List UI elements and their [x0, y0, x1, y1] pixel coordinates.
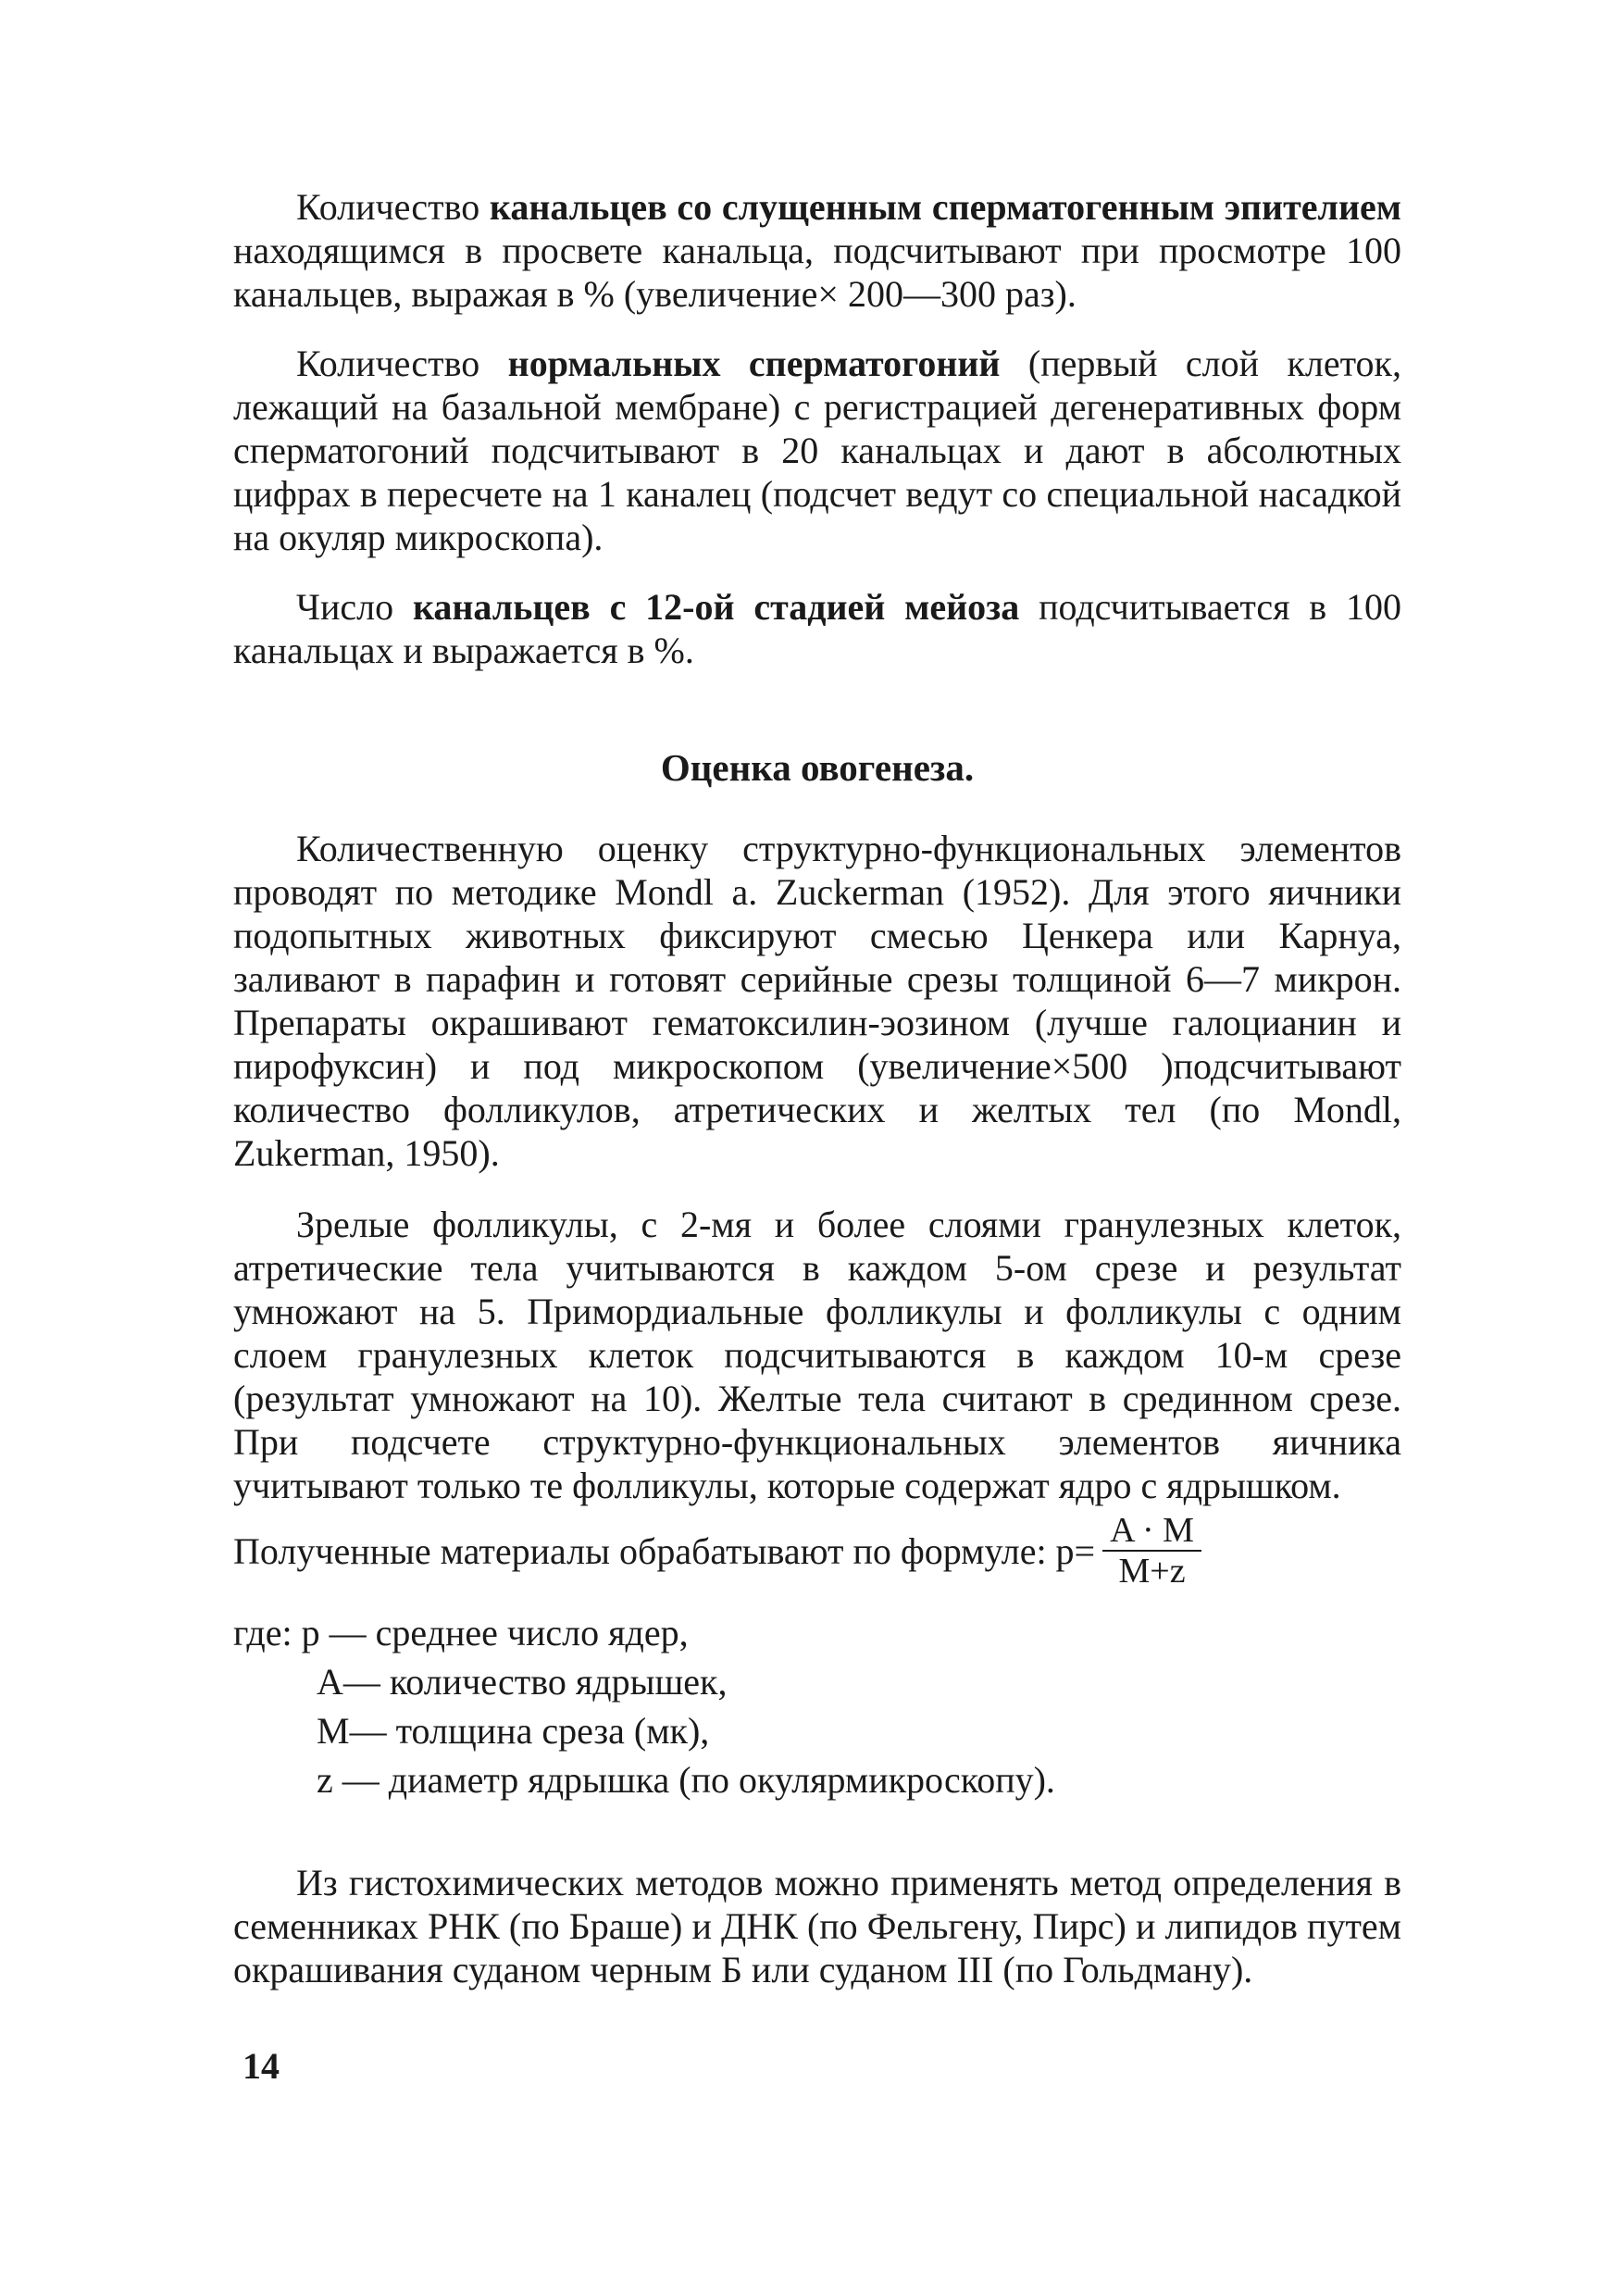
paragraph-meiosis-stage	[233, 585, 1401, 672]
p2-term: нормальных сперматогоний	[507, 343, 1001, 384]
p1-rest: находящимся в просвете канальца, подсчитывают при просмотре 100 канальцев, выражая в % (увеличение× 200—300 раз).	[233, 230, 1401, 315]
p1-term: канальцев со слущенным сперматогенным эпителием	[489, 186, 1401, 228]
formula-numerator: A · M	[1102, 1513, 1201, 1552]
text-column	[233, 185, 1401, 1991]
legend-item: М— толщина среза (мк),	[317, 1710, 710, 1752]
section-heading: Оценка овогенеза.	[660, 746, 975, 789]
formula-fraction	[1102, 1513, 1201, 1589]
paragraph-quantitative-assessment: Количественную оценку структурно-функциональных элементов проводят по методике Mondl a. Zuckerman (1952). Для этого яичники подопытных животных фиксируют смесью Ценкера или Карнуа, заливают в парафин и готовят серийные срезы толщиной 6—7 микрон. Препараты окрашивают гематоксилин-эозином (лучше галоцианин и пирофуксин) и под микроскопом (увеличение×500 )подсчитывают количество фолликулов, атретических и желтых тел (по Mondl, Zukerman, 1950).	[233, 828, 1401, 1174]
p1-lead: Количество	[296, 186, 490, 228]
paragraph-spermatogonia	[233, 342, 1401, 559]
p3-rest: подсчитывается в 100 канальцах и выражается в %.	[233, 586, 1401, 671]
p2-rest: (первый слой клеток, лежащий на базальной мембране) с регистрацией дегенеративных форм сперматогоний подсчитывают в 20 канальцах и дают в абсолютных цифрах в пересчете на 1 каналец (подсчет ведут со специальной насадкой на окуляр микроскопа).	[233, 343, 1401, 558]
legend-item: z — диаметр ядрышка (по окулярмикроскопу).	[317, 1759, 1055, 1801]
formula-line	[233, 1513, 1401, 1589]
paragraph-desquamated-tubules	[233, 185, 1401, 316]
formula-legend	[233, 1611, 1401, 1802]
paragraph-follicle-counting: Зрелые фолликулы, с 2-мя и более слоями гранулезных клеток, атретические тела учитываются в каждом 5-ом срезе и результат умножают на 5. Примордиальные фолликулы и фолликулы с одним слоем гранулезных клеток подсчитываются в каждом 10-м срезе (результат умножают на 10). Желтые тела считают в срединном срезе. При подсчете структурно-функциональных элементов яичника учитывают только те фолликулы, которые содержат ядро с ядрышком.	[233, 1204, 1401, 1506]
page-number: 14	[243, 2045, 280, 2087]
paragraph-histochemical-methods: Из гистохимических методов можно применять метод определения в семенниках РНК (по Браше) и ДНК (по Фельгену, Пирс) и липидов путем окрашивания суданом черным Б или суданом III (по Гольдману).	[233, 1862, 1401, 1990]
formula-denominator: M+z	[1118, 1552, 1186, 1591]
legend-item: А— количество ядрышек,	[317, 1661, 728, 1703]
formula-lead: Полученные материалы обрабатывают по формуле: р=	[233, 1529, 1096, 1572]
legend-head: где: р — среднее число ядер,	[233, 1612, 689, 1653]
p2-lead: Количество	[296, 343, 508, 384]
p3-term: канальцев с 12-ой стадией мейоза	[412, 586, 1020, 628]
p3-lead: Число	[296, 586, 413, 628]
